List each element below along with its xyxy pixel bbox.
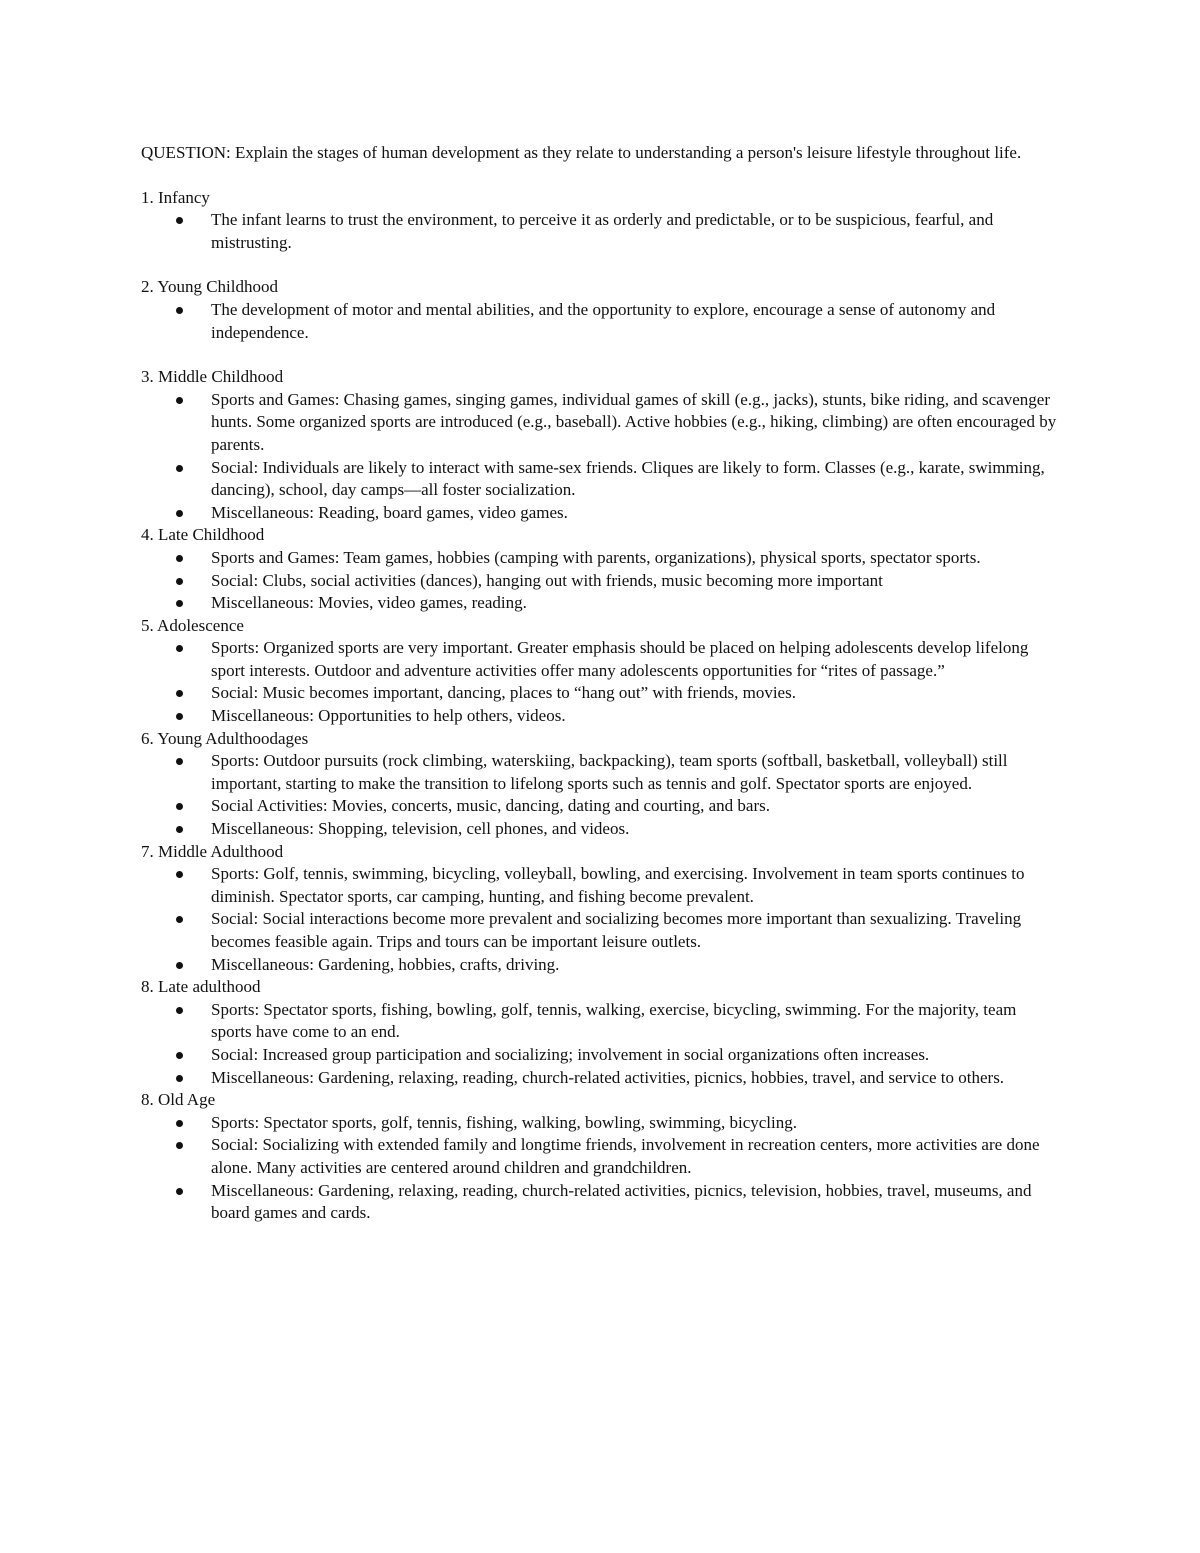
- list-item: [141, 818, 1061, 841]
- bullet-icon: [176, 1188, 183, 1195]
- list-item-text: Sports: Spectator sports, golf, tennis, fishing, walking, bowling, swimming, bicycling.: [211, 1112, 797, 1132]
- list-item-text: The development of motor and mental abilities, and the opportunity to explore, encourage a sense of autonomy and independence.: [211, 299, 996, 342]
- bullet-list: [141, 999, 1061, 1089]
- list-item: [141, 570, 1061, 593]
- list-item: [141, 682, 1061, 705]
- section-young-childhood: [141, 276, 1061, 344]
- list-item-text: Miscellaneous: Opportunities to help others, videos.: [211, 706, 566, 726]
- bullet-icon: [176, 1075, 183, 1082]
- bullet-list: [141, 863, 1061, 976]
- section-heading: 2. Young Childhood: [141, 277, 278, 297]
- bullet-list: [141, 637, 1061, 727]
- list-item: [141, 1112, 1061, 1135]
- section-infancy: [141, 187, 1061, 255]
- list-item: [141, 547, 1061, 570]
- bullet-list: [141, 750, 1061, 840]
- section-old-age: [141, 1089, 1061, 1225]
- list-item-text: Social Activities: Movies, concerts, music, dancing, dating and courting, and bars.: [211, 796, 770, 816]
- section-heading: 5. Adolescence: [141, 615, 244, 635]
- list-item-text: Social: Increased group participation and socializing; involvement in social organizations often increases.: [211, 1044, 930, 1064]
- section-heading: 3. Middle Childhood: [141, 367, 284, 387]
- list-item: [141, 1134, 1061, 1179]
- list-item-text: Miscellaneous: Shopping, television, cell phones, and videos.: [211, 819, 630, 839]
- list-item: [141, 299, 1061, 344]
- list-item-text: Social: Individuals are likely to interact with same-sex friends. Cliques are likely to form. Classes (e.g., karate, swimming, dancing), school, day camps—all foster socialization.: [211, 457, 1045, 500]
- bullet-list: [141, 1112, 1061, 1225]
- bullet-icon: [176, 758, 183, 765]
- bullet-icon: [176, 713, 183, 720]
- bullet-icon: [176, 690, 183, 697]
- list-item: [141, 999, 1061, 1044]
- section-heading: 8. Old Age: [141, 1090, 216, 1110]
- list-item-text: Social: Music becomes important, dancing, places to “hang out” with friends, movies.: [211, 683, 796, 703]
- list-item: [141, 457, 1061, 502]
- bullet-icon: [176, 578, 183, 585]
- bullet-list: [141, 209, 1061, 254]
- bullet-icon: [176, 645, 183, 652]
- list-item-text: The infant learns to trust the environment, to perceive it as orderly and predictable, or to be suspicious, fearful, and mistrusting.: [211, 210, 994, 252]
- bullet-icon: [176, 555, 183, 562]
- section-heading: 8. Late adulthood: [141, 977, 261, 997]
- section-heading: 1. Infancy: [141, 187, 210, 207]
- bullet-icon: [176, 826, 183, 833]
- bullet-list: [141, 389, 1061, 525]
- list-item: [141, 592, 1061, 615]
- list-item-text: Sports: Golf, tennis, swimming, bicycling, volleyball, bowling, and exercising. Involvement in team sports continues to diminish. Spectator sports, car camping, hunting, and fishing become prevalent.: [211, 864, 1025, 906]
- bullet-icon: [176, 1120, 183, 1127]
- list-item-text: Miscellaneous: Gardening, hobbies, crafts, driving.: [211, 954, 560, 974]
- question-text: QUESTION: Explain the stages of human development as they relate to understanding a person's leisure lifestyle throughout life.: [141, 143, 1022, 162]
- list-item: [141, 1180, 1061, 1225]
- document-page: [141, 142, 1061, 1225]
- section-heading: 6. Young Adulthoodages: [141, 728, 309, 748]
- list-item: [141, 389, 1061, 457]
- list-item-text: Sports and Games: Chasing games, singing games, individual games of skill (e.g., jacks), stunts, bike riding, and scavenger hunts. Some organized sports are introduced (e.g., baseball). Active hobbies (e.g., hiking, climbing) are often encouraged by parents.: [211, 389, 1057, 454]
- bullet-icon: [176, 600, 183, 607]
- list-item: [141, 954, 1061, 977]
- list-item: [141, 209, 1061, 254]
- section-middle-childhood: [141, 366, 1061, 524]
- section-heading: 7. Middle Adulthood: [141, 841, 284, 861]
- bullet-icon: [176, 217, 183, 224]
- list-item: [141, 795, 1061, 818]
- section-late-childhood: [141, 524, 1061, 614]
- list-item-text: Sports: Outdoor pursuits (rock climbing, waterskiing, backpacking), team sports (softball, basketball, volleyball) still important, starting to make the transition to lifelong sports such as tennis and golf. Spectator sports are enjoyed.: [211, 751, 1008, 793]
- bullet-list: [141, 547, 1061, 615]
- bullet-icon: [176, 465, 183, 472]
- list-item: [141, 1067, 1061, 1090]
- list-item-text: Social: Socializing with extended family and longtime friends, involvement in recreation centers, more activities are done alone. Many activities are centered around children and grandchildren.: [211, 1135, 1040, 1177]
- list-item-text: Miscellaneous: Gardening, relaxing, reading, church-related activities, picnics, television, hobbies, travel, museums, and board games and cards.: [211, 1180, 1032, 1223]
- list-item: [141, 750, 1061, 795]
- section-adolescence: [141, 615, 1061, 728]
- list-item-text: Social: Social interactions become more prevalent and socializing becomes more important than sexualizing. Traveling becomes feasible again. Trips and tours can be important leisure outlets.: [211, 909, 1022, 951]
- list-item: [141, 863, 1061, 908]
- bullet-icon: [176, 803, 183, 810]
- bullet-icon: [176, 1007, 183, 1014]
- list-item-text: Social: Clubs, social activities (dances), hanging out with friends, music becoming more important: [211, 570, 883, 590]
- list-item-text: Miscellaneous: Gardening, relaxing, reading, church-related activities, picnics, hobbies, travel, and service to others.: [211, 1067, 1005, 1087]
- list-item: [141, 908, 1061, 953]
- list-item: [141, 705, 1061, 728]
- bullet-icon: [176, 871, 183, 878]
- bullet-icon: [176, 962, 183, 969]
- list-item: [141, 1044, 1061, 1067]
- list-item-text: Sports: Organized sports are very important. Greater emphasis should be placed on helping adolescents develop lifelong sport interests. Outdoor and adventure activities offer many adolescents opportunities for “rites of passage.”: [211, 638, 1029, 680]
- bullet-icon: [176, 1142, 183, 1149]
- bullet-list: [141, 299, 1061, 344]
- bullet-icon: [176, 510, 183, 517]
- list-item: [141, 637, 1061, 682]
- bullet-icon: [176, 916, 183, 923]
- section-heading: 4. Late Childhood: [141, 525, 265, 545]
- list-item-text: Sports: Spectator sports, fishing, bowling, golf, tennis, walking, exercise, bicycling, swimming. For the majority, team sports have come to an end.: [211, 999, 1017, 1042]
- bullet-icon: [176, 307, 183, 314]
- list-item-text: Sports and Games: Team games, hobbies (camping with parents, organizations), physical sports, spectator sports.: [211, 547, 981, 567]
- section-young-adulthood: [141, 728, 1061, 841]
- section-middle-adulthood: [141, 841, 1061, 977]
- list-item-text: Miscellaneous: Movies, video games, reading.: [211, 593, 527, 613]
- bullet-icon: [176, 1052, 183, 1059]
- bullet-icon: [176, 397, 183, 404]
- section-late-adulthood: [141, 976, 1061, 1089]
- list-item-text: Miscellaneous: Reading, board games, video games.: [211, 502, 568, 522]
- list-item: [141, 502, 1061, 525]
